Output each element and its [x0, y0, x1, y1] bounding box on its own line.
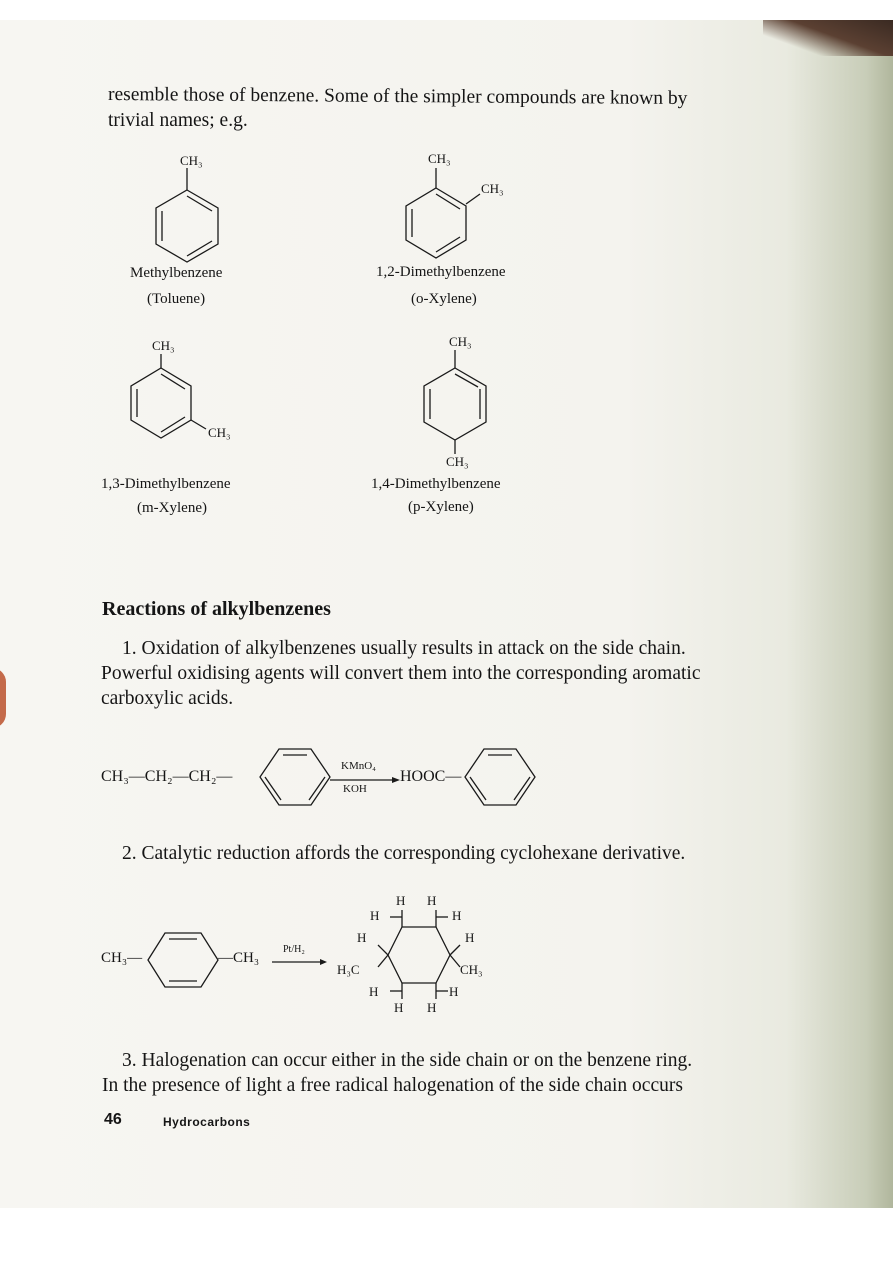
section-heading: Reactions of alkylbenzenes: [102, 598, 331, 620]
p-xylene-trivial-name: (p-Xylene): [408, 499, 474, 515]
p-xylene-ring: [420, 350, 500, 460]
reaction3-text-line-2: In the presence of light a free radical halogenation of the side chain occurs: [102, 1075, 683, 1096]
m-xylene-ch3-top-label: CH₃: [152, 338, 175, 353]
reaction3-text-line-1: 3. Halogenation can occur either in the side chain or on the benzene ring.: [122, 1050, 693, 1071]
toluene-ring: [150, 168, 230, 258]
cyclohexane-h-lower-right: H: [449, 984, 459, 999]
o-xylene-name: 1,2-Dimethylbenzene: [376, 264, 506, 280]
cyclohexane-h-upper-left: H: [370, 908, 380, 923]
reaction1-reagent-top: KMnO₄: [341, 760, 377, 772]
reaction2-reagent: Pt/H₂: [283, 944, 305, 955]
reaction2-text: 2. Catalytic reduction affords the corresponding cyclohexane derivative.: [122, 843, 686, 864]
cyclohexane-h-bottom-1: H: [394, 1000, 404, 1015]
m-xylene-name: 1,3-Dimethylbenzene: [101, 476, 231, 492]
o-xylene-ch3-side-label: CH₃: [481, 181, 504, 196]
toluene-ch3-label: CH₃: [180, 153, 203, 168]
p-xylene-name: 1,4-Dimethylbenzene: [371, 476, 501, 492]
m-xylene-trivial-name: (m-Xylene): [137, 500, 207, 516]
reaction1-text-line-2: Powerful oxidising agents will convert them into the corresponding aromatic: [101, 663, 701, 684]
cyclohexane-h-right: H: [465, 930, 475, 945]
page-corner-shadow: [763, 20, 893, 56]
reaction1-text-line-3: carboxylic acids.: [101, 688, 234, 709]
reaction2-reactant-right: —CH₃: [218, 950, 260, 966]
intro-line-2: trivial names; e.g.: [108, 110, 248, 131]
reaction1-reactant-chain: CH₃—CH₂—CH₂—: [101, 768, 233, 785]
cyclohexane-h-left: H: [357, 930, 367, 945]
reaction2-reactant-ring: [143, 930, 223, 994]
intro-line-1: resemble those of benzene. Some of the simpler compounds are known by: [107, 84, 688, 110]
page-number: 46: [104, 1111, 122, 1128]
p-xylene-ch3-bottom-label: CH₃: [446, 454, 469, 469]
cyclohexane-ch3-label: CH₃: [460, 962, 483, 977]
toluene-trivial-name: (Toluene): [147, 291, 206, 307]
o-xylene-trivial-name: (o-Xylene): [411, 291, 477, 307]
m-xylene-ring: [128, 354, 218, 444]
cyclohexane-h-upper-right: H: [452, 908, 462, 923]
o-xylene-ch3-top-label: CH₃: [428, 151, 451, 166]
reaction1-product-group: HOOC—: [400, 768, 462, 785]
reaction2-cyclohexane-ring: [360, 905, 490, 1015]
cyclohexane-h-top-1: H: [396, 893, 406, 908]
reaction1-reactant-ring: [255, 745, 335, 815]
reaction2-reactant-left: CH₃—: [101, 950, 143, 966]
reaction1-product-ring: [460, 745, 540, 815]
reaction1-reagent-bottom: KOH: [343, 783, 367, 795]
reaction1-text-line-1: 1. Oxidation of alkylbenzenes usually results in attack on the side chain.: [122, 638, 686, 659]
cyclohexane-h-bottom-2: H: [427, 1000, 437, 1015]
cyclohexane-h-top-2: H: [427, 893, 437, 908]
p-xylene-ch3-top-label: CH₃: [449, 334, 472, 349]
footer-title: Hydrocarbons: [163, 1115, 251, 1129]
cyclohexane-h3c-label: H₃C: [337, 962, 360, 977]
cyclohexane-h-lower-left: H: [369, 984, 379, 999]
m-xylene-ch3-side-label: CH₃: [208, 425, 231, 440]
reaction2-arrow: [272, 958, 328, 966]
o-xylene-ring: [400, 166, 490, 256]
toluene-name: Methylbenzene: [130, 265, 223, 281]
